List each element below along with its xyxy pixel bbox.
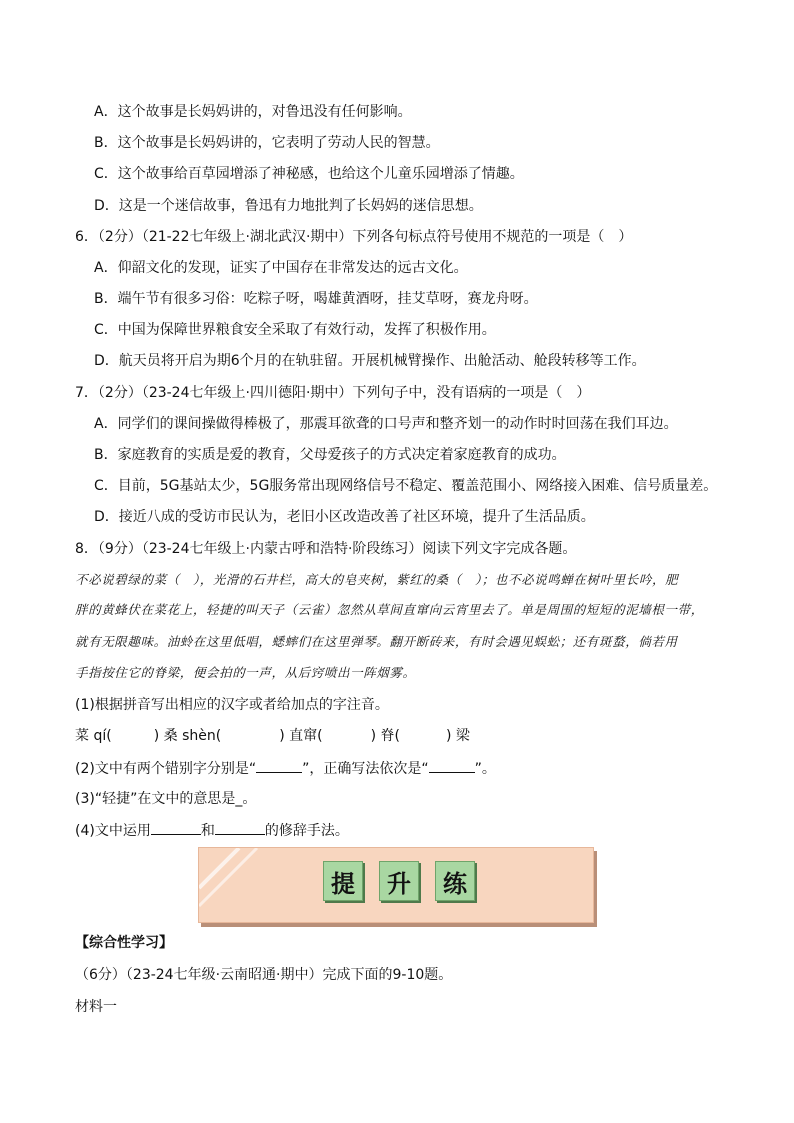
q7-option-b: B．家庭教育的实质是爱的教育，父母爱孩子的方式决定着家庭教育的成功。 bbox=[94, 447, 566, 463]
q8-sub4: (4)文中运用 和 的修辞手法。 bbox=[75, 820, 349, 841]
banner-char: 练 bbox=[435, 861, 475, 901]
pinyin-shen: ) 桑 shèn( bbox=[153, 728, 222, 744]
banner-char: 提 bbox=[323, 861, 363, 901]
q8-sub2: (2)文中有两个错别字分别是“ ”，正确写法依次是“ ”。 bbox=[75, 758, 496, 779]
q5-option-d: D．这是一个迷信故事，鲁迅有力地批判了长妈妈的迷信思想。 bbox=[94, 198, 483, 214]
q8-stem: 8．（9分）（23-24七年级上·内蒙古呼和浩特·阶段练习）阅读下列文字完成各题。 bbox=[75, 541, 577, 557]
q6-option-b: B．端午节有很多习俗：吃粽子呀，喝雄黄酒呀，挂艾草呀，赛龙舟呀。 bbox=[94, 291, 538, 307]
q8-passage-line: 不必说碧绿的菜（ ），光滑的石井栏，高大的皂夹树，紫红的桑（ ）；也不必说鸣蝉在树叶里长吟，肥 bbox=[75, 572, 679, 587]
q8-passage-line: 就有无限趣味。油蛉在这里低唱，蟋蟀们在这里弹琴。翻开断砖来，有时会遇见蜈蚣；还有斑蝥，倘若用 bbox=[75, 634, 678, 649]
q6-option-c: C．中国为保障世界粮食安全采取了有效行动，发挥了积极作用。 bbox=[94, 322, 496, 338]
q8-passage-line: 胖的黄蜂伏在菜花上，轻捷的叫天子（云雀）忽然从草间直窜向云宵里去了。单是周围的短短的泥墙根一带， bbox=[75, 602, 704, 617]
q8-sub3: (3)“轻捷”在文中的意思是_。 bbox=[75, 791, 257, 807]
answer-blank[interactable] bbox=[151, 820, 201, 835]
q7-stem: 7．（2分）（23-24七年级上·四川德阳·期中）下列句子中，没有语病的一项是（ ） bbox=[75, 385, 591, 401]
answer-blank[interactable] bbox=[215, 820, 265, 835]
material-label: 材料一 bbox=[75, 999, 117, 1015]
banner-title bbox=[323, 861, 475, 901]
q5-option-a: A．这个故事是长妈妈讲的，对鲁迅没有任何影响。 bbox=[94, 104, 412, 120]
q5-option-c: C．这个故事给百草园增添了神秘感，也给这个儿童乐园增添了情趣。 bbox=[94, 166, 524, 182]
section-intro: （6分）（23-24七年级·云南昭通·期中）完成下面的9-10题。 bbox=[75, 967, 453, 983]
q8-passage-line: 手指按住它的脊梁，便会拍的一声，从后窍喷出一阵烟雾。 bbox=[75, 665, 416, 680]
section-banner bbox=[198, 847, 594, 923]
q6-stem: 6．（2分）（21-22七年级上·湖北武汉·期中）下列各句标点符号使用不规范的一项是（ ） bbox=[75, 229, 633, 245]
q7-option-c: C．目前，5G基站太少，5G服务常出现网络信号不稳定、覆盖范围小、网络接入困难、信号质量差。 bbox=[94, 478, 718, 494]
q8-pinyin-row bbox=[75, 726, 470, 746]
q6-option-d: D．航天员将开启为期6个月的在轨驻留。开展机械臂操作、出舱活动、舱段转移等工作。 bbox=[94, 353, 646, 369]
q8-sub1: (1)根据拼音写出相应的汉字或者给加点的字注音。 bbox=[75, 697, 389, 713]
q6-option-a: A．仰韶文化的发现，证实了中国存在非常发达的远古文化。 bbox=[94, 260, 468, 276]
answer-blank[interactable] bbox=[429, 758, 475, 773]
banner-char: 升 bbox=[379, 861, 419, 901]
section-heading: 【综合性学习】 bbox=[75, 935, 173, 951]
pinyin-qi: 菜 qí( bbox=[75, 728, 112, 744]
answer-blank[interactable] bbox=[256, 758, 302, 773]
q7-option-a: A．同学们的课间操做得棒极了，那震耳欲聋的口号声和整齐划一的动作时时回荡在我们耳边。 bbox=[94, 416, 678, 432]
decorative-stripes bbox=[199, 848, 259, 922]
pinyin-liang: ) 梁 bbox=[445, 728, 470, 744]
q5-option-b: B．这个故事是长妈妈讲的，它表明了劳动人民的智慧。 bbox=[94, 135, 440, 151]
pinyin-zhicuan: ) 直窜( bbox=[279, 728, 323, 744]
q7-option-d: D．接近八成的受访市民认为，老旧小区改造改善了社区环境，提升了生活品质。 bbox=[94, 509, 595, 525]
pinyin-ji: ) 脊( bbox=[370, 728, 400, 744]
